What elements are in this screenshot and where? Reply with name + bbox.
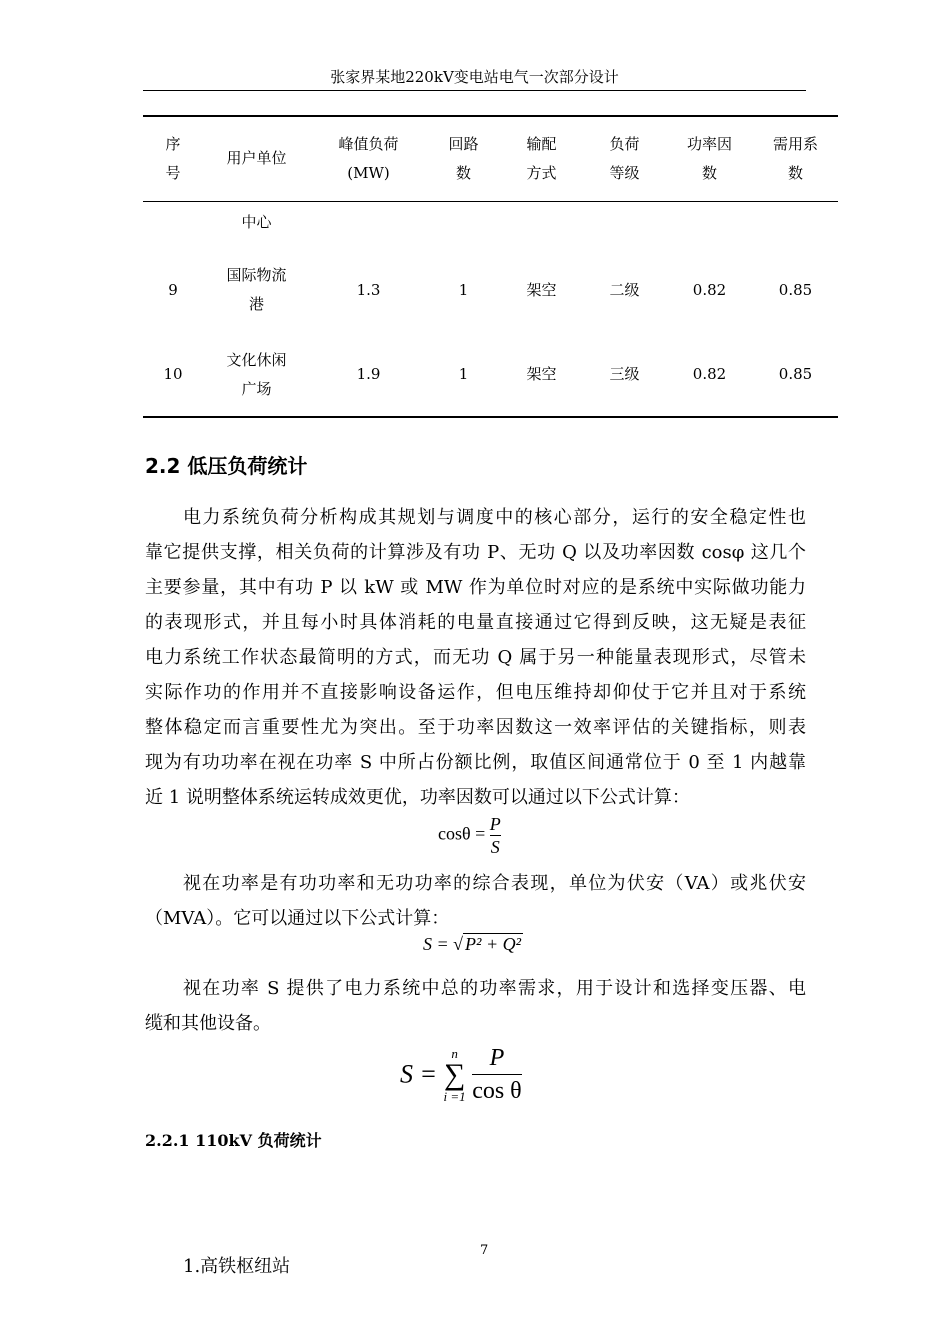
column-header — [500, 116, 583, 201]
column-header-text: 回路 — [448, 134, 479, 153]
cell-unit — [203, 333, 310, 417]
text-line: 电力系统负荷分析构成其规划与调度中的核心部分，运行的安全稳定性也 — [183, 507, 806, 528]
page-number: 7 — [480, 1243, 489, 1258]
table-row — [143, 247, 838, 333]
paragraph-s-usage — [145, 971, 806, 1041]
text-line: （MVA）。它可以通过以下公式计算： — [145, 908, 450, 929]
cell-circuits: 1 — [458, 365, 469, 383]
column-header-text: 负荷 — [609, 134, 640, 153]
cell-demand: 0.85 — [778, 280, 813, 299]
cell-pf: 0.82 — [692, 365, 727, 383]
text-line: 视在功率 S 提供了电力系统中总的功率需求，用于设计和选择变压器、电 — [183, 978, 806, 999]
sum-lower: i =1 — [443, 1088, 466, 1104]
table-header-row — [143, 116, 838, 201]
cell-grade: 二级 — [609, 280, 640, 299]
column-header-text: 数 — [455, 163, 471, 182]
equation-sum — [400, 1042, 522, 1107]
equation-cos-theta — [438, 813, 501, 858]
cell-peak: 1.9 — [356, 365, 381, 383]
cell-pf: 0.82 — [692, 280, 727, 299]
column-header — [203, 116, 310, 201]
text-line: 现为有功功率在视在功率 S 中所占份额比例，取值区间通常位于 0 至 1 内越靠 — [145, 752, 806, 773]
text-line: 的表现形式，并且每小时具体消耗的电量直接通过它得到反映，这无疑是表征 — [145, 612, 806, 633]
column-header — [583, 116, 666, 201]
column-header — [143, 116, 203, 201]
column-header — [427, 116, 500, 201]
equation-apparent-power: S = √ P² + Q² — [423, 934, 521, 954]
text-line: 整体稳定而言重要性尤为突出。至于功率因数这一效率评估的关键指标，则表 — [145, 717, 806, 738]
column-header-text: 数 — [701, 163, 717, 182]
column-header-text: 序 — [165, 134, 181, 153]
load-table — [143, 115, 838, 418]
paragraph-power-factor — [145, 500, 806, 815]
column-header — [666, 116, 753, 201]
column-header-text: 功率因 — [686, 134, 732, 153]
eq-numerator: P — [489, 814, 501, 834]
cell-mode: 架空 — [526, 365, 557, 383]
text-line: 近 1 说明整体系统运转成效更优，功率因数可以通过以下公式计算： — [145, 787, 690, 808]
text-line: 缆和其他设备。 — [145, 1013, 271, 1034]
column-header-text: 用户单位 — [226, 149, 287, 168]
cell-unit-text: 文化休闲 — [226, 350, 287, 369]
column-header-text: 需用系 — [772, 134, 818, 153]
eq-denominator: cos θ — [472, 1078, 522, 1104]
cell-mode: 架空 — [526, 280, 557, 299]
cell-unit-text: 广场 — [241, 379, 272, 398]
eq-lhs: S = — [400, 1059, 438, 1089]
cell-unit-text: 港 — [248, 295, 264, 313]
cell-unit-text: 国际物流 — [226, 266, 287, 284]
paragraph-apparent-power — [145, 866, 806, 936]
cell-unit — [203, 247, 310, 333]
eq-denominator: S — [490, 837, 500, 857]
column-header-text: 数 — [787, 163, 803, 182]
table-row — [143, 333, 838, 417]
eq-lhs: cosθ = — [438, 823, 486, 844]
cell-grade: 三级 — [609, 365, 640, 383]
header-rule — [143, 90, 806, 91]
eq-lhs: S = — [423, 934, 449, 954]
running-header: 张家界某地220kV变电站电气一次部分设计 — [330, 68, 619, 86]
text-line: 主要参量，其中有功 P 以 kW 或 MW 作为单位时对应的是系统中实际做功能力 — [145, 577, 806, 598]
text-line: 视在功率是有功功率和无功功率的综合表现，单位为伏安（VA）或兆伏安 — [183, 873, 806, 894]
cell-no: 9 — [168, 280, 178, 299]
cell-demand: 0.85 — [778, 365, 813, 383]
column-header — [753, 116, 838, 201]
column-header-text: 号 — [165, 163, 181, 182]
column-header-text: 方式 — [526, 163, 557, 182]
eq-numerator: P — [472, 1042, 522, 1075]
column-header-text: 峰值负荷 — [338, 134, 399, 153]
column-header-text: (MW) — [347, 163, 390, 182]
text-line: 靠它提供支撑，相关负荷的计算涉及有功 P、无功 Q 以及功率因数 cosφ 这几个 — [145, 542, 806, 563]
sum-upper: n — [451, 1045, 458, 1061]
table-row-continuation — [143, 201, 838, 247]
column-header — [310, 116, 427, 201]
cell-circuits: 1 — [458, 280, 469, 299]
text-line: 实际作功的作用并不直接影响设备运作，但电压维持却仰仗于它并且对于系统 — [145, 682, 806, 703]
cell-peak: 1.3 — [356, 280, 381, 299]
cell-unit: 中心 — [241, 212, 272, 231]
cell-no: 10 — [163, 365, 183, 383]
column-header-text: 输配 — [526, 134, 557, 153]
column-header-text: 等级 — [609, 163, 640, 182]
section-heading: 2.2 低压负荷统计 — [145, 454, 308, 478]
list-item: 1.高铁枢纽站 — [183, 1256, 291, 1277]
subsection-heading: 2.2.1 110kV 负荷统计 — [145, 1131, 322, 1150]
text-line: 电力系统工作状态最简明的方式，而无功 Q 属于另一种能量表现形式，尽管未 — [145, 647, 806, 668]
eq-radicand: P² + Q² — [465, 934, 521, 954]
sum-symbol: ∑ — [443, 1057, 466, 1091]
